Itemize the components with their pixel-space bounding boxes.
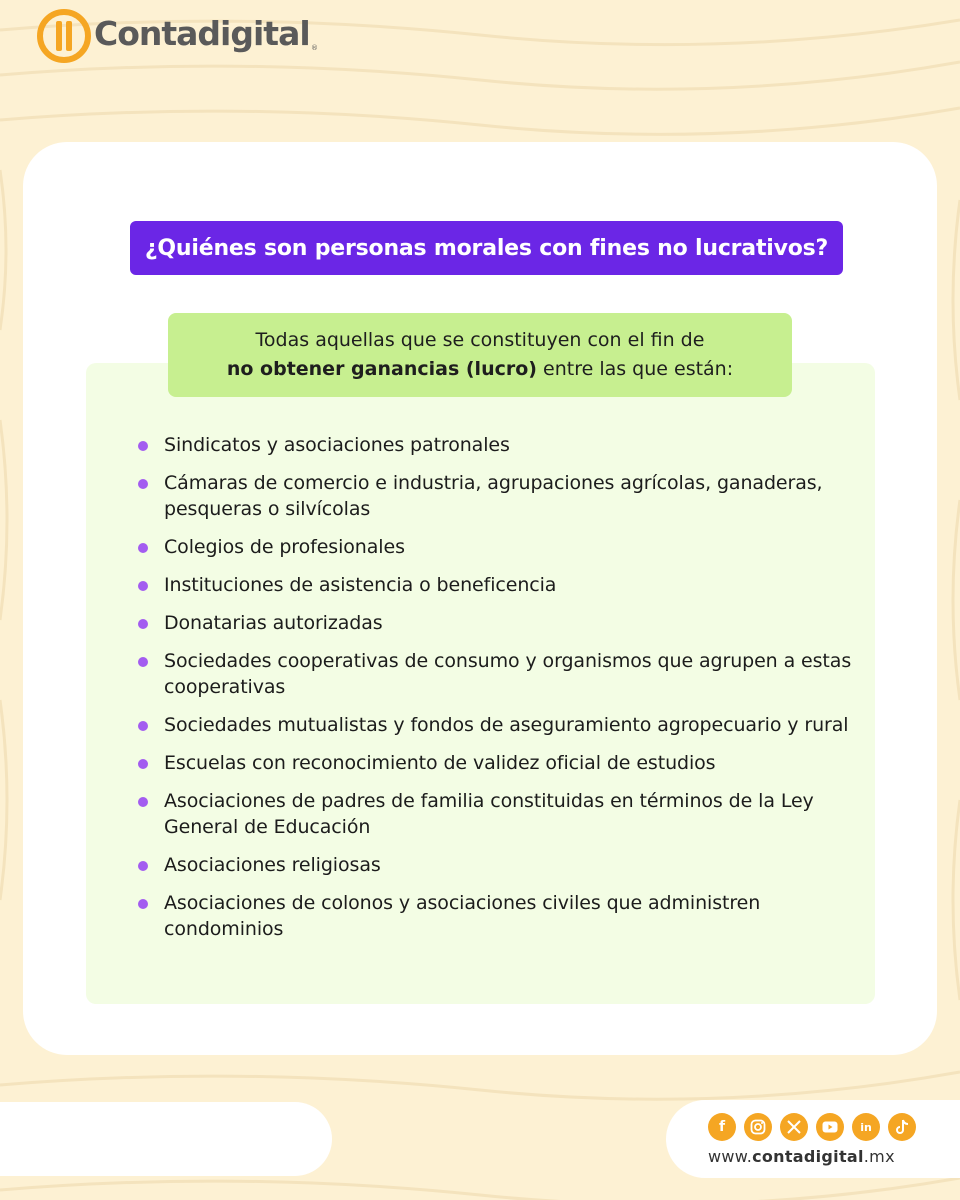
bullet-icon bbox=[138, 759, 148, 769]
bullet-icon bbox=[138, 581, 148, 591]
intro-line-2 bbox=[227, 355, 733, 384]
list-item: Cámaras de comercio e industria, agrupaciones agrícolas, ganaderas, pesqueras o silvícolas bbox=[137, 470, 852, 522]
tiktok-icon[interactable] bbox=[888, 1113, 916, 1141]
list-item: Instituciones de asistencia o beneficencia bbox=[137, 572, 852, 598]
website-link[interactable]: www.contadigital.mx bbox=[708, 1147, 895, 1166]
linkedin-icon[interactable]: in bbox=[852, 1113, 880, 1141]
list-item: Asociaciones de padres de familia constituidas en términos de la Ley General de Educación bbox=[137, 788, 852, 840]
instagram-icon[interactable] bbox=[744, 1113, 772, 1141]
intro-line-1: Todas aquellas que se constituyen con el fin de bbox=[255, 329, 705, 351]
bullet-icon bbox=[138, 619, 148, 629]
list-item: Asociaciones religiosas bbox=[137, 852, 852, 878]
bullet-icon bbox=[138, 543, 148, 553]
bullet-icon bbox=[138, 797, 148, 807]
brand-logo-pill bbox=[0, 1102, 332, 1176]
intro-box bbox=[168, 313, 792, 397]
facebook-icon[interactable]: f bbox=[708, 1113, 736, 1141]
bullet-icon bbox=[138, 479, 148, 489]
bullet-icon bbox=[138, 657, 148, 667]
bullet-icon bbox=[138, 899, 148, 909]
youtube-icon[interactable] bbox=[816, 1113, 844, 1141]
x-icon[interactable] bbox=[780, 1113, 808, 1141]
contadigital-logo-icon bbox=[37, 9, 91, 63]
brand-name: Contadigital bbox=[94, 14, 310, 53]
list-item: Sociedades cooperativas de consumo y organismos que agrupen a estas cooperativas bbox=[137, 648, 852, 700]
list-item: Sociedades mutualistas y fondos de aseguramiento agropecuario y rural bbox=[137, 712, 852, 738]
list-item: Colegios de profesionales bbox=[137, 534, 852, 560]
bullet-icon bbox=[138, 861, 148, 871]
list-item: Donatarias autorizadas bbox=[137, 610, 852, 636]
list-item: Escuelas con reconocimiento de validez oficial de estudios bbox=[137, 750, 852, 776]
entity-list bbox=[137, 432, 852, 954]
page-title: ¿Quiénes son personas morales con fines no lucrativos? bbox=[130, 221, 843, 275]
list-item: Sindicatos y asociaciones patronales bbox=[137, 432, 852, 458]
registered-mark: ® bbox=[311, 44, 318, 52]
intro-bold: no obtener ganancias (lucro) bbox=[226, 358, 537, 380]
social-icons bbox=[708, 1113, 916, 1141]
bullet-icon bbox=[138, 441, 148, 451]
intro-rest: entre las que están: bbox=[536, 358, 734, 380]
bullet-icon bbox=[138, 721, 148, 731]
list-item: Asociaciones de colonos y asociaciones civiles que administren condominios bbox=[137, 890, 852, 942]
